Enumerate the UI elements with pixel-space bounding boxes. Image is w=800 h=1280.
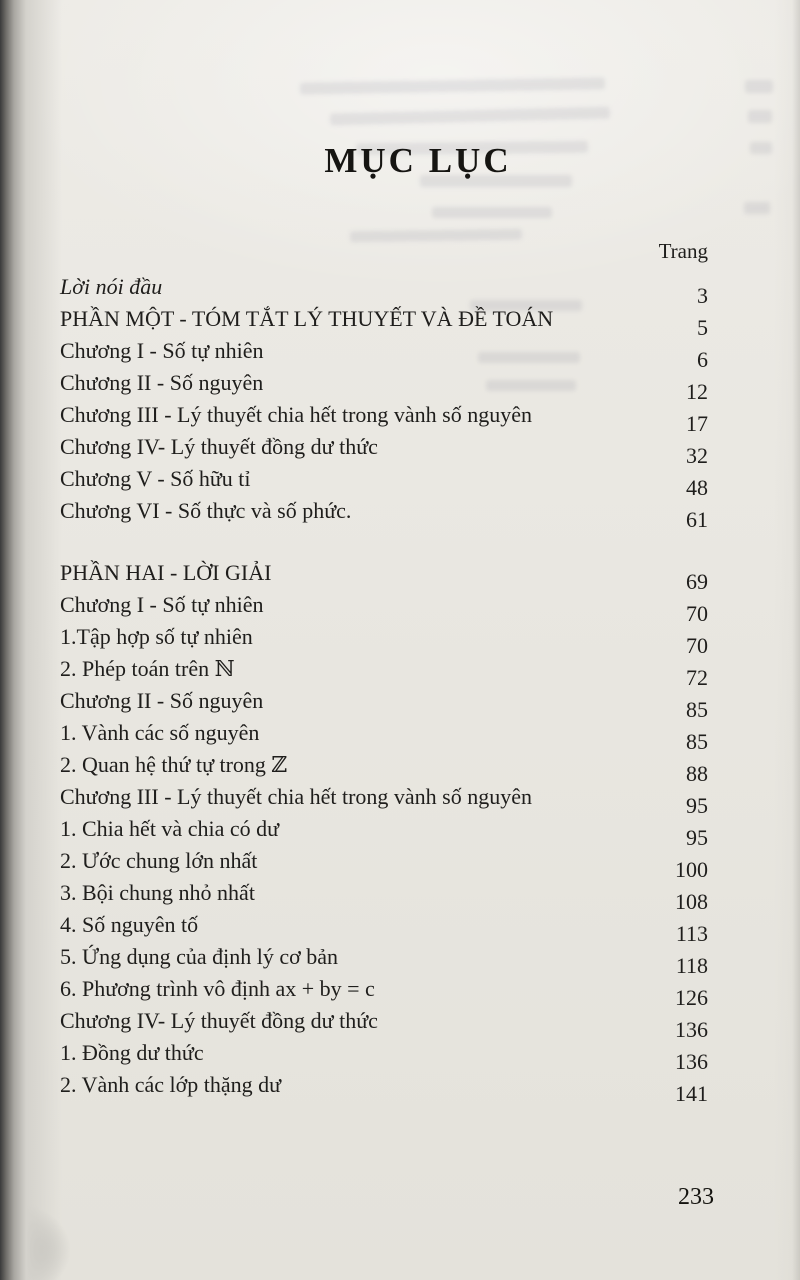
toc-entry-page: 95 — [686, 825, 708, 850]
toc-entry-label: Chương III - Lý thuyết chia hết trong vành số nguyên — [60, 402, 533, 427]
toc-entry — [60, 846, 708, 882]
toc-entry — [60, 750, 708, 786]
toc-entry-label: Chương IV- Lý thuyết đồng dư thức — [60, 1008, 378, 1033]
toc-entry-label: 5. Ứng dụng của định lý cơ bản — [60, 944, 338, 969]
toc-entry — [60, 814, 708, 850]
toc-entry-label: 1.Tập hợp số tự nhiên — [60, 624, 253, 649]
toc-entry — [60, 464, 708, 500]
toc-entry-page: 5 — [697, 315, 708, 340]
toc-entry-page: 85 — [686, 697, 708, 722]
toc-entry-label: 6. Phương trình vô định ax + by = c — [60, 976, 375, 1001]
toc-entry-label: Chương I - Số tự nhiên — [60, 592, 264, 617]
toc-entry — [60, 336, 708, 372]
toc-entry — [60, 974, 708, 1010]
toc-entry-label: 2. Quan hệ thứ tự trong ℤ — [60, 752, 288, 777]
toc-entry-page: 95 — [686, 793, 708, 818]
toc-entry-label: 1. Đồng dư thức — [60, 1040, 204, 1065]
toc-entry-label: 2. Phép toán trên ℕ — [60, 656, 235, 681]
toc-entry-page: 48 — [686, 475, 708, 500]
toc-entry-label: Chương III - Lý thuyết chia hết trong vành số nguyên — [60, 784, 533, 809]
page-content — [60, 0, 708, 1106]
toc-entry-label: 2. Ước chung lớn nhất — [60, 848, 258, 873]
toc-entry — [60, 400, 708, 436]
toc-entry-label: 4. Số nguyên tố — [60, 912, 199, 937]
toc-entry — [60, 1006, 708, 1042]
toc-entry-page: 3 — [697, 283, 708, 308]
toc-entry-label: Chương II - Số nguyên — [60, 370, 264, 395]
toc-entry-label: Lời nói đầu — [60, 274, 163, 299]
folio-page-number: 233 — [678, 1184, 714, 1210]
toc-entry-page: 100 — [675, 857, 708, 882]
toc-entry — [60, 496, 708, 532]
toc-entry-page: 126 — [675, 985, 708, 1010]
toc-entry — [60, 942, 708, 978]
toc-entry-label: Chương IV- Lý thuyết đồng dư thức — [60, 434, 378, 459]
toc-entry-page: 141 — [675, 1081, 708, 1106]
toc-entry-page: 32 — [686, 443, 708, 468]
toc-entry-label: PHẦN HAI - LỜI GIẢI — [60, 560, 272, 585]
toc-entry-page: 136 — [675, 1049, 708, 1074]
toc-entry — [60, 686, 708, 722]
toc-entry-page: 72 — [686, 665, 708, 690]
toc-entry — [60, 654, 708, 690]
toc-entry-page: 61 — [686, 507, 708, 532]
toc-entry-label: PHẦN MỘT - TÓM TẮT LÝ THUYẾT VÀ ĐỀ TOÁN — [60, 306, 554, 331]
toc-entry-page: 70 — [686, 633, 708, 658]
toc-entry — [60, 272, 708, 308]
toc-entry-page: 69 — [686, 569, 708, 594]
page-title: MỤC LỤC — [324, 141, 512, 180]
toc-entry-page: 88 — [686, 761, 708, 786]
toc-entry — [60, 590, 708, 626]
toc-entry — [60, 304, 708, 340]
toc-entry — [60, 1070, 708, 1106]
toc-entry-label: Chương I - Số tự nhiên — [60, 338, 264, 363]
bleed-through-artifact — [748, 110, 772, 123]
toc-entry-page: 108 — [675, 889, 708, 914]
bleed-through-artifact — [744, 202, 770, 214]
toc-entry-page: 118 — [675, 953, 708, 978]
toc-entry — [60, 718, 708, 754]
bleed-through-artifact — [745, 80, 773, 93]
toc-list — [60, 272, 708, 1106]
toc-entry-page: 113 — [675, 921, 708, 946]
toc-entry — [60, 558, 708, 594]
toc-entry-label: 3. Bội chung nhỏ nhất — [60, 880, 255, 905]
toc-entry — [60, 622, 708, 658]
toc-entry — [60, 432, 708, 468]
toc-entry-label: 2. Vành các lớp thặng dư — [60, 1072, 282, 1097]
toc-entry — [60, 910, 708, 946]
toc-entry-page: 6 — [697, 347, 708, 372]
page-column-header: Trang — [658, 239, 708, 263]
toc-entry-label: 1. Vành các số nguyên — [60, 720, 260, 745]
toc-entry-label: Chương II - Số nguyên — [60, 688, 264, 713]
toc-entry — [60, 368, 708, 404]
toc-entry-page: 17 — [686, 411, 708, 436]
toc-entry-page: 85 — [686, 729, 708, 754]
toc-entry-label: 1. Chia hết và chia có dư — [60, 816, 280, 841]
toc-entry — [60, 878, 708, 914]
toc-entry-label: Chương V - Số hữu tỉ — [60, 466, 251, 491]
toc-entry-label: Chương VI - Số thực và số phức. — [60, 498, 352, 523]
toc-entry-page: 136 — [675, 1017, 708, 1042]
toc-entry-page: 12 — [686, 379, 708, 404]
bleed-through-artifact — [750, 142, 772, 154]
toc-entry-page: 70 — [686, 601, 708, 626]
toc-entry — [60, 782, 708, 818]
toc-entry — [60, 1038, 708, 1074]
